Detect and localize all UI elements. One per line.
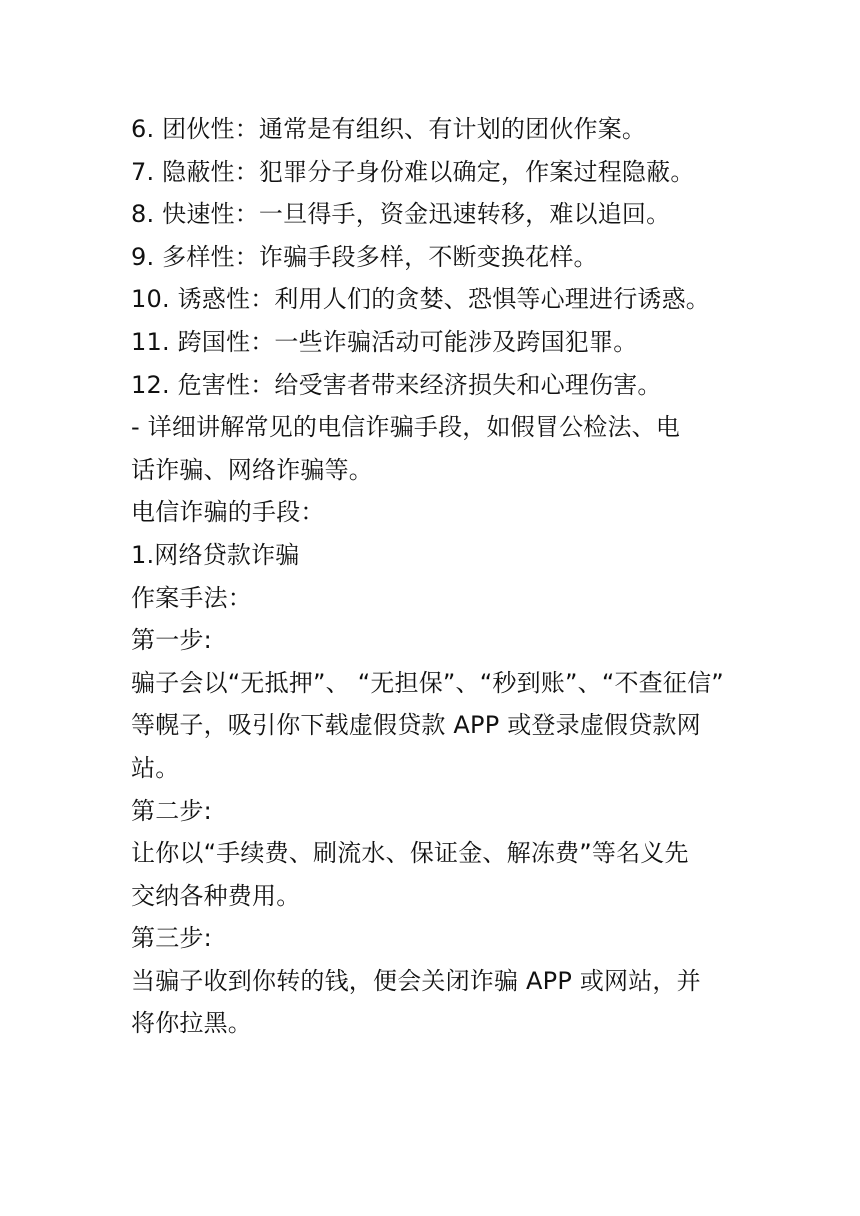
step-three-label: 第三步: [131, 924, 212, 953]
step-one-text-line-2: 等幌子，吸引你下载虚假贷款 APP 或登录虚假贷款网 [131, 711, 701, 740]
step-one-text-line-1: 骗子会以“无抵押”、 “无担保”、“秒到账”、“不查征信” [131, 668, 724, 697]
label-modus-operandi: 作案手法： [131, 583, 252, 612]
subheading-online-loan-fraud: 1.网络贷款诈骗 [131, 540, 300, 569]
section-heading-methods: 电信诈骗的手段： [131, 498, 325, 527]
text-line-trait-11: 11. 跨国性：一些诈骗活动可能涉及跨国犯罪。 [131, 327, 638, 356]
step-one-text-line-3: 站。 [131, 753, 180, 782]
text-line-intro-part-1: - 详细讲解常见的电信诈骗手段，如假冒公检法、电 [131, 413, 681, 442]
step-two-text-line-1: 让你以“手续费、刷流水、保证金、解冻费”等名义先 [131, 839, 689, 868]
step-three-text-line-2: 将你拉黑。 [131, 1009, 252, 1038]
step-three-text-line-1: 当骗子收到你转的钱，便会关闭诈骗 APP 或网站，并 [131, 966, 701, 995]
text-line-trait-7: 7. 隐蔽性：犯罪分子身份难以确定，作案过程隐蔽。 [131, 157, 695, 186]
step-two-text-line-2: 交纳各种费用。 [131, 881, 301, 910]
document-body [131, 108, 731, 1045]
step-two-label: 第二步: [131, 796, 212, 825]
text-line-intro-part-2: 话诈骗、网络诈骗等。 [131, 455, 373, 484]
step-one-label: 第一步: [131, 626, 212, 655]
text-line-trait-6: 6. 团伙性：通常是有组织、有计划的团伙作案。 [131, 115, 647, 143]
text-line-trait-9: 9. 多样性：诈骗手段多样，不断变换花样。 [131, 242, 598, 271]
text-line-trait-10: 10. 诱惑性：利用人们的贪婪、恐惧等心理进行诱惑。 [131, 285, 710, 314]
text-line-trait-12: 12. 危害性：给受害者带来经济损失和心理伤害。 [131, 370, 662, 399]
text-line-trait-8: 8. 快速性：一旦得手，资金迅速转移，难以追回。 [131, 200, 671, 229]
